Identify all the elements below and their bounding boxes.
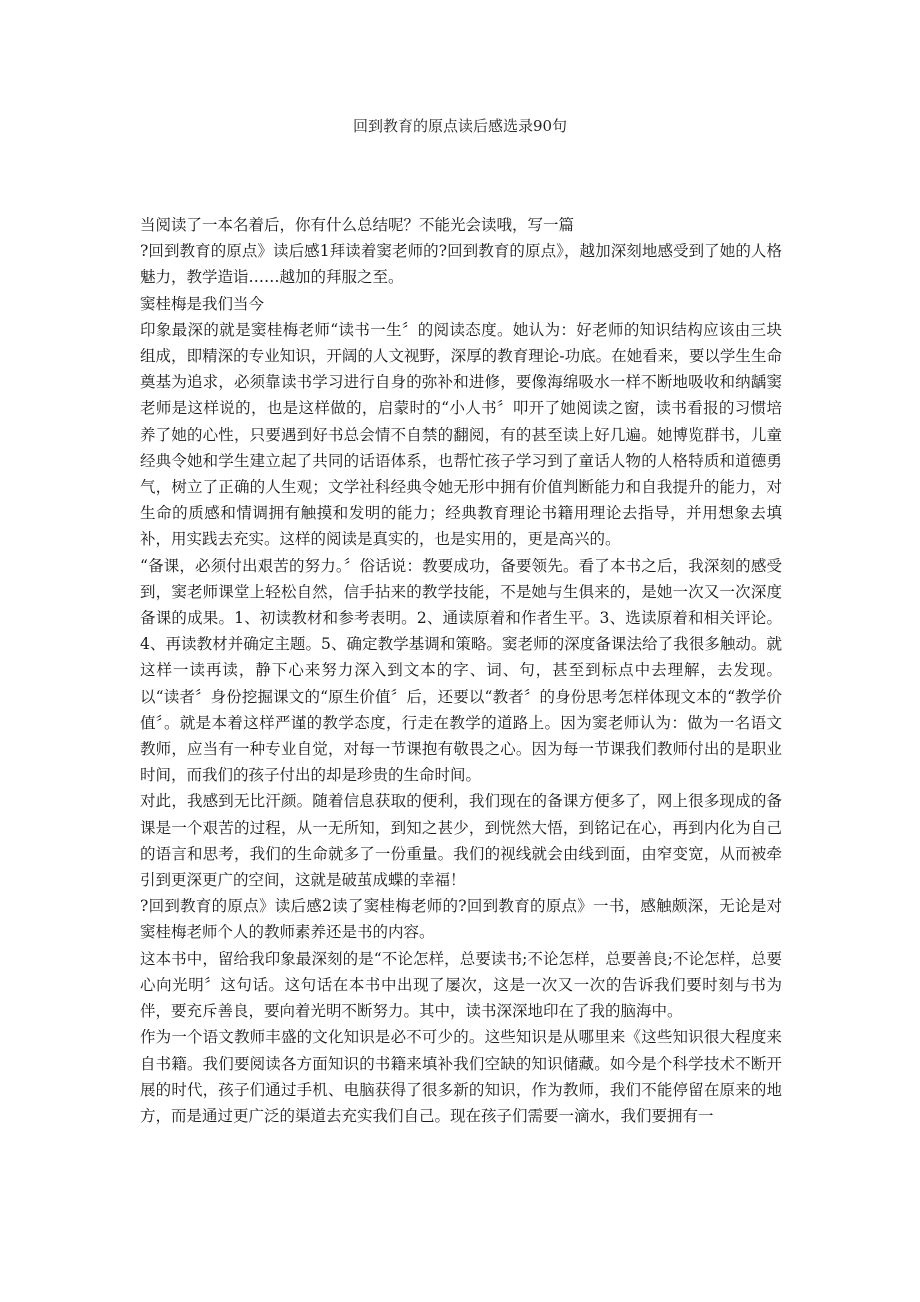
- document-body: [140, 212, 782, 1129]
- document-title: 回到教育的原点读后感选录90句: [352, 117, 568, 135]
- paragraph-reflection: 对此，我感到无比汗颜。随着信息获取的便利，我们现在的备课方便多了，网上很多现成的备课是一个艰苦的过程，从一无所知，到知之甚少，到恍然大悟，到铭记在心，再到内化为自己的语言和思考，我们的生命就多了一份重量。我们的视线就会由线到面，由窄变宽，从而被牵引到更深更广的空间，这就是破茧成蝶的幸福！: [140, 792, 782, 890]
- paragraph-reading-attitude: 印象最深的就是窦桂梅老师“读书一生〞的阅读态度。她认为：好老师的知识结构应该由三块组成，即精深的专业知识，开阔的人文视野，深厚的教育理论-功底。在她看来，要以学生生命奠基为追求，必须靠读书学习进行自身的弥补和进修，要像海绵吸水一样不断地吸收和纳龋窦老师是这样说的，也是这样做的，启蒙时的“小人书〞叩开了她阅读之窗，读书看报的习惯培养了她的心性，只要遇到好书总会情不自禁的翻阅，有的甚至读上好几遍。她博览群书，儿童经典令她和学生建立起了共同的话语体系，也帮忙孩子学习到了童话人物的人格特质和道德勇气，树立了正确的人生观；文学社科经典令她无形中拥有价值判断能力和自我提升的能力，对生命的质感和情调拥有触摸和发明的能力；经典教育理论书籍用理论去指导，并用想象去填补，用实践去充实。这样的阅读是真实的，也是实用的，更是高兴的。: [140, 320, 782, 549]
- paragraph-key-quote: 这本书中，留给我印象最深刻的是“不论怎样，总要读书;不论怎样，总要善良;不论怎样，总要心向光明〞这句话。这句话在本书中出现了屡次，这是一次又一次的告诉我们要时刻与书为伴，要充斥善良，要向着光明不断努力。其中，读书深深地印在了我的脑海中。: [140, 949, 782, 1021]
- paragraph-fragment: 窦桂梅是我们当今: [140, 294, 265, 313]
- paragraph-intro: 当阅读了一本名着后，你有什么总结呢？不能光会读哦，写一篇: [140, 216, 575, 234]
- paragraph-review-1-opening: ?回到教育的原点》读后感1拜读着窦老师的?回到教育的原点》，越加深刻地感受到了她的人格魅力，教学造诣……越加的拜服之至。: [140, 242, 782, 287]
- paragraph-teacher-knowledge: 作为一个语文教师丰盛的文化知识是必不可少的。这些知识是从哪里来《这些知识很大程度来自书籍。我们要阅读各方面知识的书籍来填补我们空缺的知识储藏。如今是个科学技术不断开展的时代，孩子们通过手机、电脑获得了很多新的知识，作为教师，我们不能停留在原来的地方，而是通过更广泛的渠道去充实我们自己。现在孩子们需要一滴水，我们要拥有一: [140, 1028, 782, 1125]
- paragraph-lesson-preparation: “备课，必须付出艰苦的努力。〞俗话说：教要成功，备要领先。看了本书之后，我深刻的感受到，窦老师课堂上轻松自然，信手拈来的教学技能，不是她与生俱来的，是她一次又一次深度备课的成果。1、初读教材和参考表明。2、通读原着和作者生平。3、选读原着和相关评论。4、再读教材并确定主题。5、确定教学基调和策略。窦老师的深度备课法给了我很多触动。就这样一读再读，静下心来努力深入到文本的字、词、句，甚至到标点中去理解，去发现。以“读者〞身份挖掘课文的“原生价值〞后，还要以“教者〞的身份思考怎样体现文本的“教学价值〞。就是本着这样严谨的教学态度，行走在教学的道路上。因为窦老师认为：做为一名语文教师，应当有一种专业自觉，对每一节课抱有敬畏之心。因为每一节课我们教师付出的是职业时间，而我们的孩子付出的却是珍贵的生命时间。: [140, 556, 782, 785]
- paragraph-review-2-opening: ?回到教育的原点》读后感2读了窦桂梅老师的?回到教育的原点》一书，感触颇深，无论是对窦桂梅老师个人的教师素养还是书的内容。: [140, 897, 782, 942]
